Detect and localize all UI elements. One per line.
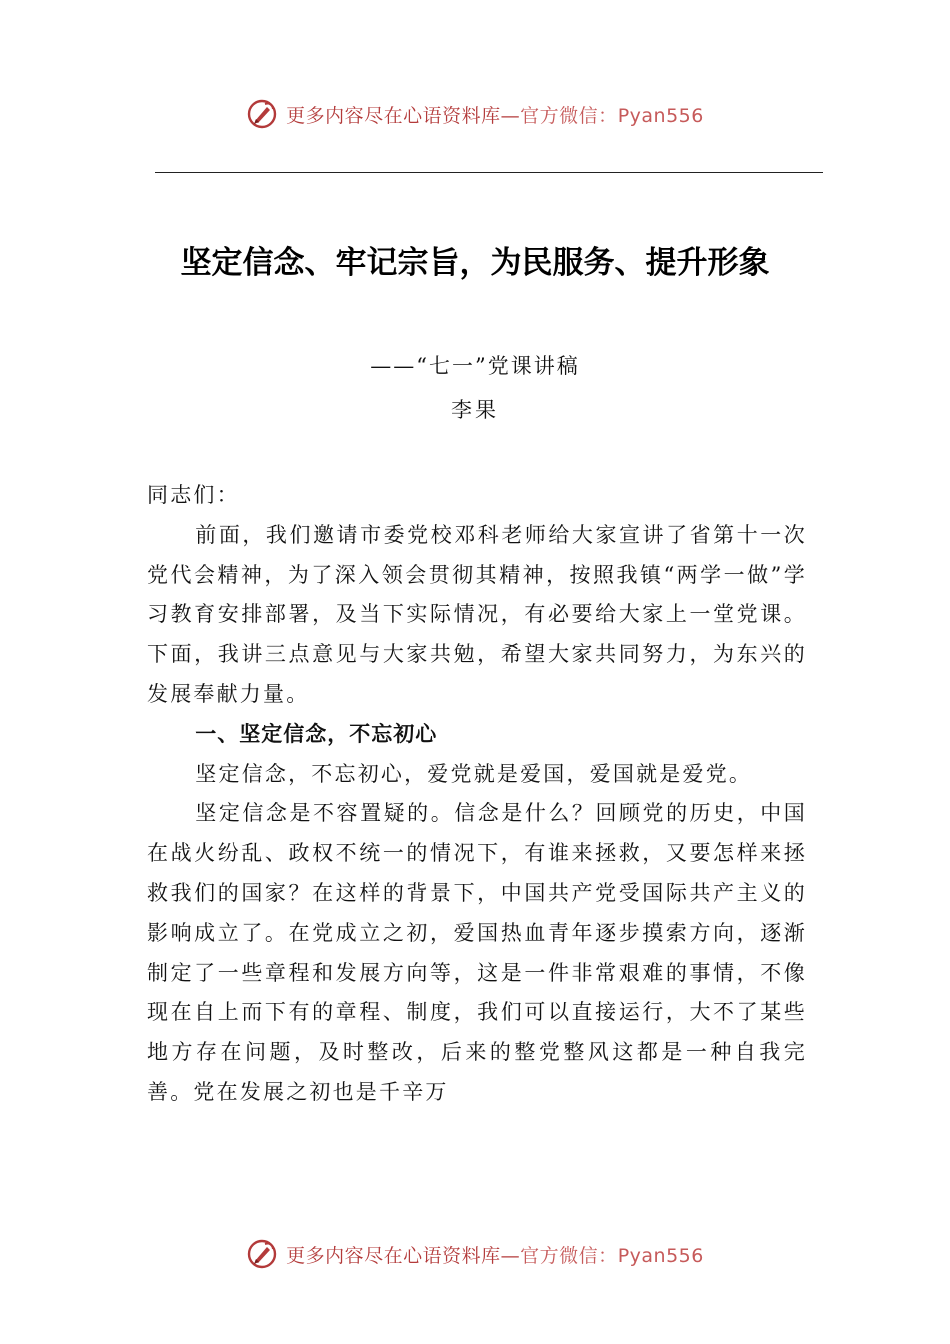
pen-seal-icon bbox=[246, 98, 278, 130]
banner-slogan: 更多内容尽在心语资料库 bbox=[286, 1244, 501, 1267]
header-divider bbox=[155, 172, 823, 173]
document-title: 坚定信念、牢记宗旨，为民服务、提升形象 bbox=[180, 245, 770, 281]
banner-text bbox=[286, 101, 704, 128]
banner-text bbox=[286, 1241, 704, 1268]
body-paragraph: 坚定信念，不忘初心，爱党就是爱国，爱国就是爱党。 bbox=[195, 761, 753, 786]
banner-wechat-id: Pyan556 bbox=[617, 104, 704, 127]
banner-slogan: 更多内容尽在心语资料库 bbox=[286, 104, 501, 127]
body-paragraph: 坚定信念是不容置疑的。信念是什么？回顾党的历史，中国在战火纷乱、政权不统一的情况下，有谁来拯救，又要怎样来拯救我们的国家？在这样的背景下，中国共产党受国际共产主义的影响成立了。在党成立之初，爱国热血青年逐步摸索方向，逐渐制定了一些章程和发展方向等，这是一件非常艰难的事情，不像现在自上而下有的章程、制度，我们可以直接运行，大不了某些地方存在问题，及时整改，后来的整党整风这都是一种自我完善。党在发展之初也是千辛万 bbox=[147, 801, 807, 1104]
banner-wechat-label: 官方微信： bbox=[520, 104, 618, 127]
banner-separator: — bbox=[500, 1244, 521, 1267]
document-subtitle: ——“七一”党课讲稿 bbox=[370, 354, 580, 378]
body-paragraph: 前面，我们邀请市委党校邓科老师给大家宣讲了省第十一次党代会精神，为了深入领会贯彻其精神，按照我镇“两学一做”学习教育安排部署，及当下实际情况，有必要给大家上一堂党课。下面，我讲三点意见与大家共勉，希望大家共同努力，为东兴的发展奉献力量。 bbox=[147, 522, 807, 706]
banner-separator: — bbox=[500, 104, 521, 127]
greeting: 同志们： bbox=[147, 483, 240, 507]
banner-wechat-label: 官方微信： bbox=[520, 1244, 618, 1267]
document-author: 李果 bbox=[451, 398, 499, 422]
banner-wechat-id: Pyan556 bbox=[617, 1244, 704, 1267]
header-banner bbox=[0, 94, 950, 134]
footer-banner bbox=[0, 1234, 950, 1274]
section-heading: 一、坚定信念，不忘初心 bbox=[195, 721, 438, 746]
document-body bbox=[147, 476, 807, 1113]
pen-seal-icon bbox=[246, 1238, 278, 1270]
